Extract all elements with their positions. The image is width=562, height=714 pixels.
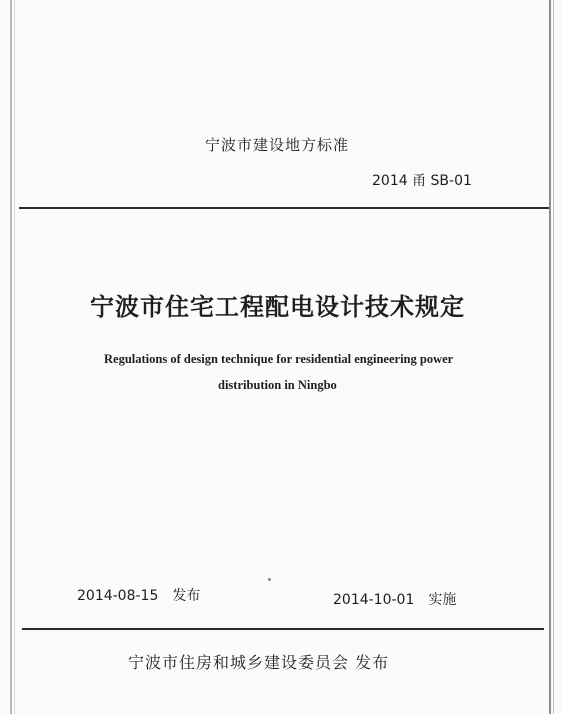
scan-speck bbox=[268, 578, 271, 581]
implement-date-row bbox=[333, 589, 456, 609]
standard-category: 宁波市建设地方标准 bbox=[205, 136, 350, 154]
document-title-cn: 宁波市住宅工程配电设计技术规定 bbox=[90, 292, 465, 321]
issue-date-row bbox=[77, 585, 200, 605]
document-title-en-line1: Regulations of design technique for residential engineering power bbox=[104, 352, 454, 366]
issue-date: 2014-08-15 bbox=[77, 588, 159, 604]
page-edge-right-outer bbox=[553, 0, 554, 714]
page-edge-right bbox=[549, 0, 551, 714]
top-divider bbox=[19, 207, 549, 209]
document-title-en-line2: distribution in Ningbo bbox=[218, 378, 337, 392]
standard-code: 2014 甬 SB-01 bbox=[372, 173, 472, 189]
page-edge-left bbox=[10, 0, 12, 714]
implement-label: 实施 bbox=[428, 592, 457, 608]
page-edge-left-inner bbox=[14, 0, 15, 714]
issue-label: 发布 bbox=[172, 588, 201, 604]
bottom-divider bbox=[22, 628, 544, 630]
publisher: 宁波市住房和城乡建设委员会 发布 bbox=[128, 653, 390, 672]
implement-date: 2014-10-01 bbox=[333, 592, 415, 608]
